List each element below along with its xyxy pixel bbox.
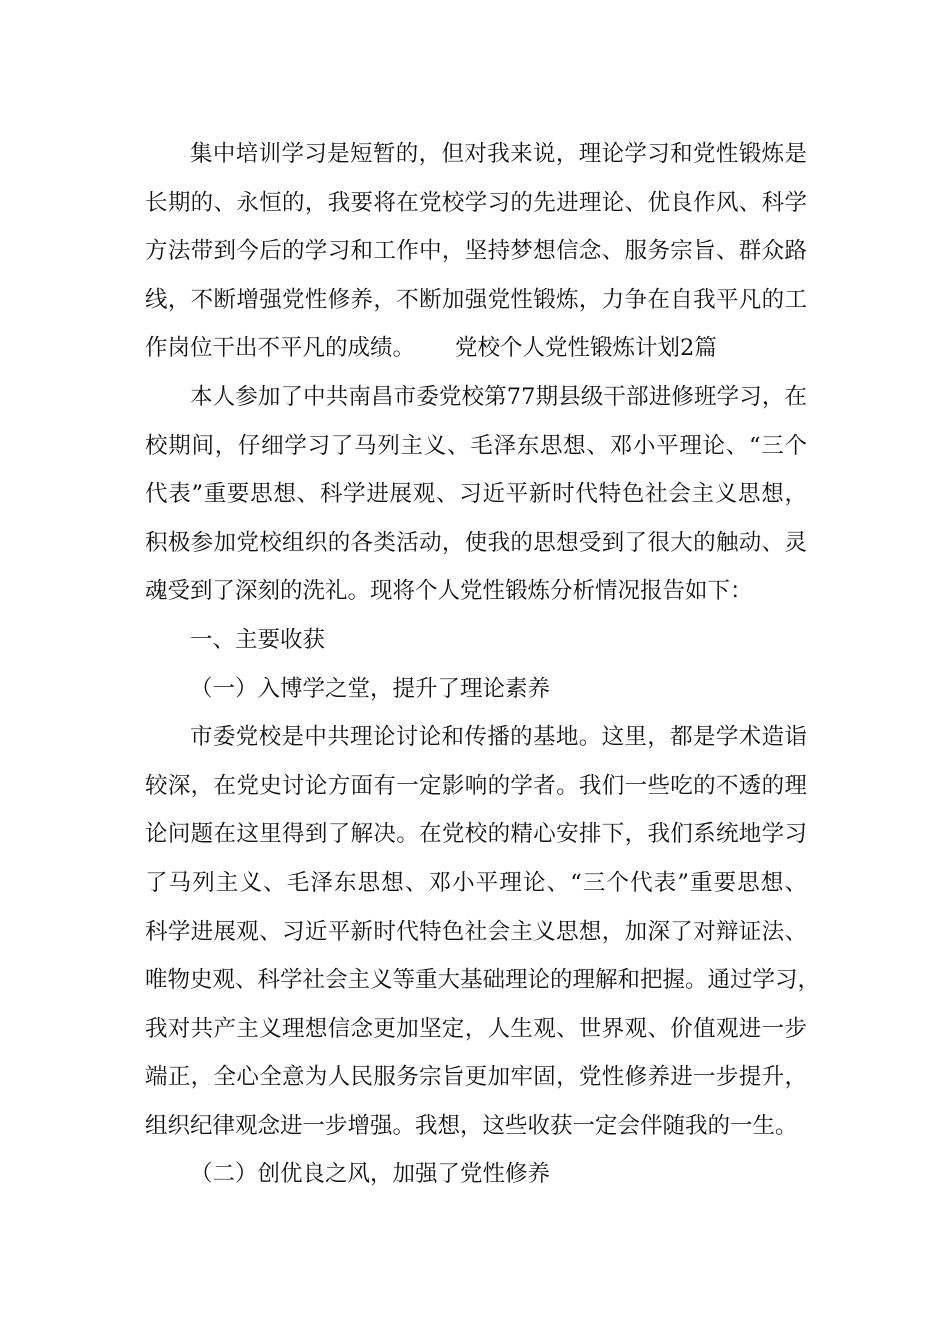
paragraph-line: 论问题在这里得到了解决。在党校的精心安排下，我们系统地学习 <box>145 821 807 848</box>
subsection-heading: （二）创优良之风，加强了党性修养 <box>190 1161 551 1188</box>
paragraph-line: 组织纪律观念进一步增强。我想，这些收获一定会伴随我的一生。 <box>145 1112 798 1139</box>
paragraph-line: 本人参加了中共南昌市委党校第77期县级干部进修班学习，在 <box>190 383 807 410</box>
paragraph-line: 魂受到了深刻的洗礼。现将个人党性锻炼分析情况报告如下： <box>145 578 753 605</box>
paragraph-line: 方法带到今后的学习和工作中，坚持梦想信念、服务宗旨、群众路 <box>145 238 807 265</box>
paragraph-line: 较深，在党史讨论方面有一定影响的学者。我们一些吃的不透的理 <box>145 772 807 799</box>
paragraph-line-end: 作岗位干出不平凡的成绩。 <box>145 335 416 362</box>
paragraph-line: 线，不断增强党性修养，不断加强党性锻炼，力争在自我平凡的工 <box>145 286 807 313</box>
paragraph-line: 科学进展观、习近平新时代特色社会主义思想，加深了对辩证法、 <box>145 918 807 945</box>
paragraph-line <box>145 324 807 373</box>
paragraph-line: 唯物史观、科学社会主义等重大基础理论的理解和把握。通过学习， <box>145 967 821 994</box>
paragraph-line: 长期的、永恒的，我要将在党校学习的先进理论、优良作风、科学 <box>145 189 807 216</box>
paragraph-line: 市委党校是中共理论讨论和传播的基地。这里，都是学术造诣 <box>190 724 807 751</box>
paragraph-line: 端正，全心全意为人民服务宗旨更加牢固，党性修养进一步提升， <box>145 1064 807 1091</box>
paragraph-line: 了马列主义、毛泽东思想、邓小平理论、“三个代表”重要思想、 <box>145 869 807 896</box>
paragraph-line: 积极参加党校组织的各类活动，使我的思想受到了很大的触动、灵 <box>145 529 807 556</box>
paragraph-line: 校期间，仔细学习了马列主义、毛泽东思想、邓小平理论、“三个 <box>145 432 807 459</box>
paragraph-line: 集中培训学习是短暂的，但对我来说，理论学习和党性锻炼是 <box>190 141 807 167</box>
paragraph-line: 代表”重要思想、科学进展观、习近平新时代特色社会主义思想， <box>145 481 807 508</box>
document-title: 党校个人党性锻炼计划2篇 <box>455 335 717 362</box>
paragraph-line: 我对共产主义理想信念更加坚定，人生观、世界观、价值观进一步 <box>145 1015 807 1042</box>
subsection-heading: （一）入博学之堂，提升了理论素养 <box>190 675 551 702</box>
section-heading: 一、主要收获 <box>190 626 326 653</box>
document-page <box>145 130 821 1199</box>
